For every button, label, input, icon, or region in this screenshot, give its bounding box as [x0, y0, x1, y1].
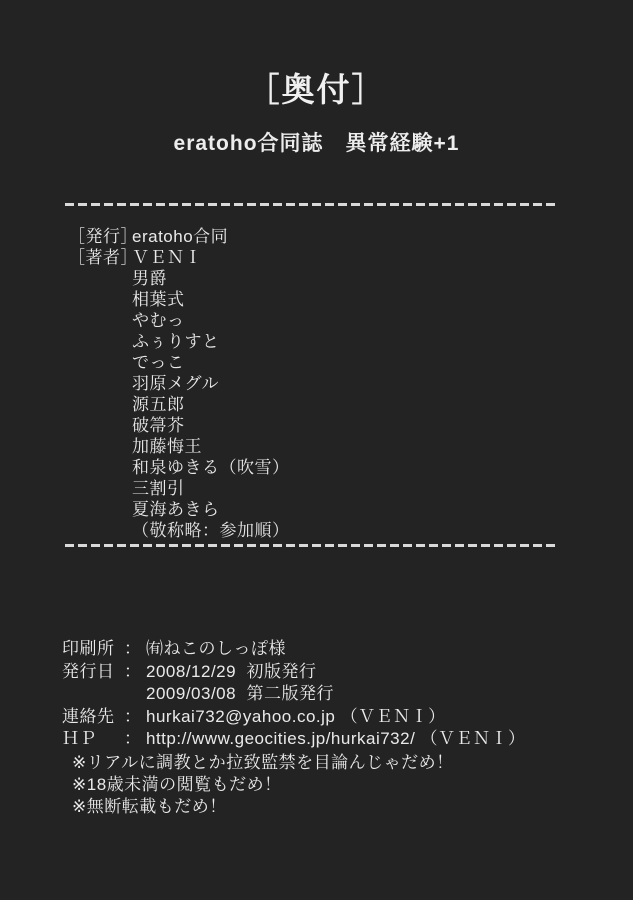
contact-label: 連絡先 [62, 706, 115, 726]
author-name: 三割引 [132, 479, 185, 498]
credits-note: （敬称略：参加順） [132, 521, 290, 540]
warning-line: ※18歳未満の閲覧もだめ！ [72, 775, 282, 794]
author-name: 加藤悔王 [132, 437, 202, 456]
publisher-name: eratoho合同 [132, 227, 229, 246]
author-row [68, 289, 290, 310]
printer-row [62, 638, 526, 661]
separator: ： [124, 706, 142, 726]
page-title: ［奥付］ [246, 71, 387, 108]
credits-section [68, 226, 290, 541]
warning-line: ※無断転載もだめ！ [72, 797, 227, 816]
author-row [68, 457, 290, 478]
author-row [68, 352, 290, 373]
divider-bottom [65, 544, 557, 547]
author-name: 破箒芥 [132, 416, 185, 435]
pubdate-row [62, 661, 526, 684]
author-row [68, 373, 290, 394]
first-edition-date: 2008/12/29 初版発行 [146, 661, 317, 681]
warning-line: ※リアルに調教とか拉致監禁を目論んじゃだめ！ [72, 753, 454, 772]
author-name: 源五郎 [132, 395, 185, 414]
author-row [68, 268, 290, 289]
homepage-url: http://www.geocities.jp/hurkai732/ （ＶＥＮＩ） [146, 729, 526, 748]
authors-label: ［著者］ [68, 248, 138, 267]
warnings-section [72, 752, 454, 818]
publisher-row [68, 226, 290, 247]
book-title: eratoho合同誌 異常経験+1 [173, 132, 460, 155]
authors-header-row [68, 247, 290, 268]
author-name: でっこ [132, 353, 185, 372]
printer-name: ㈲ねこのしっぽ様 [146, 639, 286, 658]
publisher-label: ［発行］ [68, 227, 138, 246]
credits-note-row [68, 520, 290, 541]
author-row [68, 478, 290, 499]
author-row [68, 394, 290, 415]
author-row [68, 331, 290, 352]
printer-label: 印刷所 [62, 639, 115, 658]
separator: ： [124, 639, 142, 658]
author-name: 夏海あきら [132, 500, 220, 519]
separator: ： [124, 661, 142, 681]
author-name: 和泉ゆきる（吹雪） [132, 458, 290, 477]
author-name: 男爵 [132, 269, 167, 288]
contact-email: hurkai732@yahoo.co.jp （ＶＥＮＩ） [146, 706, 446, 726]
author-row [68, 499, 290, 520]
contact-row [62, 706, 526, 729]
author-name: ふぅりすと [132, 332, 220, 351]
pubdate-row-2 [62, 683, 526, 706]
homepage-label: ＨＰ [62, 729, 97, 748]
author-name: 羽原メグル [132, 374, 219, 393]
author-name: ＶＥＮＩ [132, 248, 202, 267]
author-row [68, 310, 290, 331]
second-edition-date: 2009/03/08 第二版発行 [146, 684, 335, 703]
divider-top [65, 203, 557, 206]
pubdate-label: 発行日 [62, 661, 115, 681]
publication-info [62, 638, 526, 751]
author-name: やむっ [132, 311, 185, 330]
separator: ： [124, 729, 142, 748]
author-row [68, 436, 290, 457]
author-row [68, 415, 290, 436]
homepage-row [62, 728, 526, 751]
author-name: 相葉式 [132, 290, 185, 309]
